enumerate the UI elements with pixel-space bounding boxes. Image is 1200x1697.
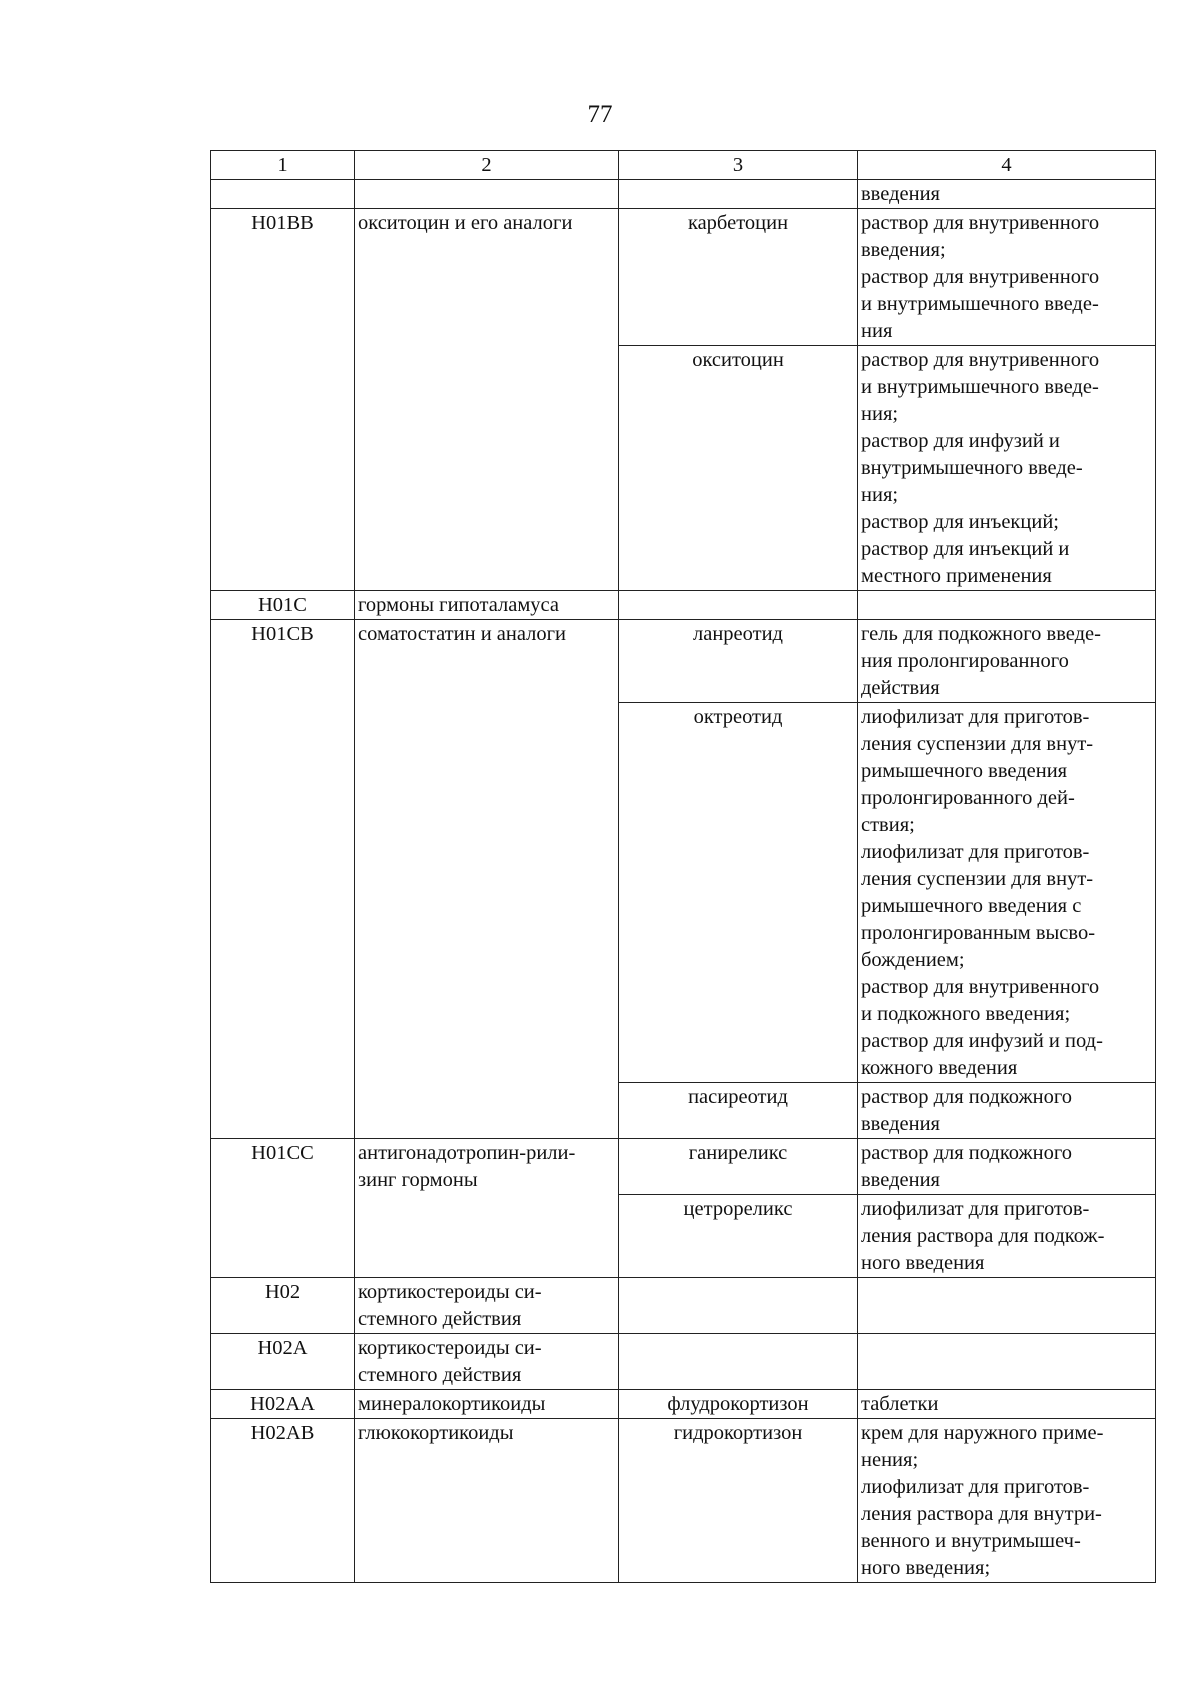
dosage-form-line: пролонгированным высво- <box>861 922 1096 944</box>
drug-name-cell <box>619 591 858 620</box>
column-header-2: 2 <box>355 151 619 180</box>
dosage-form-cell <box>858 620 1156 703</box>
dosage-form-line: раствор для внутривенного <box>861 212 1100 234</box>
group-name-cell <box>355 1334 619 1390</box>
dosage-form-line: и внутримышечного введе- <box>861 293 1099 315</box>
dosage-form-line: лиофилизат для приготов- <box>861 841 1090 863</box>
dosage-form-cell <box>858 1195 1156 1278</box>
dosage-form-line: пролонгированного дей- <box>861 787 1075 809</box>
dosage-form-line: раствор для подкожного <box>861 1086 1073 1108</box>
dosage-form-cell <box>858 1419 1156 1583</box>
dosage-form-line: введения <box>861 183 940 205</box>
column-header-1: 1 <box>211 151 355 180</box>
atc-code-cell <box>211 180 355 209</box>
dosage-form-line: бождением; <box>861 949 965 971</box>
dosage-form-line: раствор для подкожного <box>861 1142 1073 1164</box>
dosage-form-line: крем для наружного приме- <box>861 1422 1104 1444</box>
table-row <box>211 1278 1156 1334</box>
dosage-form-cell <box>858 1390 1156 1419</box>
dosage-form-line: ния <box>861 320 893 342</box>
dosage-form-line: раствор для инъекций; <box>861 511 1059 533</box>
dosage-form-line: введения <box>861 1113 940 1135</box>
group-name-cell <box>355 620 619 1139</box>
atc-code-cell: H02AB <box>211 1419 355 1583</box>
dosage-form-cell <box>858 180 1156 209</box>
dosage-form-line: ного введения; <box>861 1557 991 1579</box>
table-row <box>211 180 1156 209</box>
dosage-form-line: и внутримышечного введе- <box>861 376 1099 398</box>
page-number: 77 <box>587 101 613 128</box>
dosage-form-line: лиофилизат для приготов- <box>861 706 1090 728</box>
dosage-form-line: раствор для инфузий и под- <box>861 1030 1103 1052</box>
drug-name-cell: цетрореликс <box>619 1195 858 1278</box>
group-name-cell <box>355 1390 619 1419</box>
drug-classification-table <box>210 150 1156 1583</box>
dosage-form-line: нения; <box>861 1449 919 1471</box>
dosage-form-line: ного введения <box>861 1252 985 1274</box>
group-name-line: кортикостероиды си- <box>358 1337 542 1359</box>
dosage-form-line: местного применения <box>861 565 1052 587</box>
dosage-form-cell <box>858 1334 1156 1390</box>
dosage-form-line: ления раствора для подкож- <box>861 1225 1105 1247</box>
atc-code-cell: H01CB <box>211 620 355 1139</box>
table-row <box>211 209 1156 346</box>
group-name-cell <box>355 1139 619 1278</box>
group-name-cell <box>355 209 619 591</box>
group-name-line: антигонадотропин-рили- <box>358 1142 576 1164</box>
dosage-form-line: гель для подкожного введе- <box>861 623 1101 645</box>
dosage-form-cell <box>858 1139 1156 1195</box>
dosage-form-line: лиофилизат для приготов- <box>861 1198 1090 1220</box>
dosage-form-line: таблетки <box>861 1393 939 1415</box>
table-row <box>211 620 1156 703</box>
dosage-form-line: действия <box>861 677 940 699</box>
dosage-form-line: раствор для внутривенного <box>861 349 1100 371</box>
dosage-form-line: лиофилизат для приготов- <box>861 1476 1090 1498</box>
drug-name-cell: ланреотид <box>619 620 858 703</box>
dosage-form-line: римышечного введения <box>861 760 1068 782</box>
atc-code-cell: H02 <box>211 1278 355 1334</box>
group-name-cell <box>355 1419 619 1583</box>
dosage-form-line: введения; <box>861 239 946 261</box>
dosage-form-line: ления суспензии для внут- <box>861 868 1094 890</box>
drug-name-cell: гидрокортизон <box>619 1419 858 1583</box>
dosage-form-line: кожного введения <box>861 1057 1018 1079</box>
drug-name-cell <box>619 1278 858 1334</box>
atc-code-cell: H02A <box>211 1334 355 1390</box>
drug-name-cell: ганиреликс <box>619 1139 858 1195</box>
dosage-form-cell <box>858 1083 1156 1139</box>
dosage-form-line: введения <box>861 1169 940 1191</box>
group-name-line: минералокортикоиды <box>358 1393 546 1415</box>
group-name-line: стемного действия <box>358 1364 522 1386</box>
atc-code-cell: H01BB <box>211 209 355 591</box>
dosage-form-line: ния пролонгированного <box>861 650 1069 672</box>
group-name-cell <box>355 1278 619 1334</box>
group-name-line: зинг гормоны <box>358 1169 478 1191</box>
group-name-line: глюкокортикоиды <box>358 1422 514 1444</box>
table-row <box>211 1139 1156 1195</box>
dosage-form-cell <box>858 209 1156 346</box>
dosage-form-cell <box>858 703 1156 1083</box>
group-name-line: соматостатин и аналоги <box>358 623 567 645</box>
dosage-form-line: венного и внутримышеч- <box>861 1530 1081 1552</box>
dosage-form-line: ления суспензии для внут- <box>861 733 1094 755</box>
dosage-form-line: раствор для внутривенного <box>861 976 1100 998</box>
drug-name-cell <box>619 1334 858 1390</box>
table-header-row <box>211 151 1156 180</box>
drug-name-cell: октреотид <box>619 703 858 1083</box>
table-row <box>211 591 1156 620</box>
table-row <box>211 1419 1156 1583</box>
group-name-line: окситоцин и его аналоги <box>358 212 573 234</box>
drug-name-cell: карбетоцин <box>619 209 858 346</box>
drug-name-cell <box>619 180 858 209</box>
atc-code-cell: H02AA <box>211 1390 355 1419</box>
dosage-form-line: ния; <box>861 403 899 425</box>
atc-code-cell: H01C <box>211 591 355 620</box>
group-name-line: гормоны гипоталамуса <box>358 594 559 616</box>
table-row <box>211 1390 1156 1419</box>
dosage-form-line: ния; <box>861 484 899 506</box>
dosage-form-cell <box>858 346 1156 591</box>
drug-name-cell: флудрокортизон <box>619 1390 858 1419</box>
dosage-form-line: раствор для инъекций и <box>861 538 1070 560</box>
group-name-cell <box>355 180 619 209</box>
dosage-form-line: внутримышечного введе- <box>861 457 1083 479</box>
dosage-form-line: римышечного введения с <box>861 895 1082 917</box>
dosage-form-line: раствор для инфузий и <box>861 430 1060 452</box>
atc-code-cell: H01CC <box>211 1139 355 1278</box>
dosage-form-cell <box>858 1278 1156 1334</box>
dosage-form-line: ствия; <box>861 814 915 836</box>
drug-name-cell: окситоцин <box>619 346 858 591</box>
table-row <box>211 1334 1156 1390</box>
group-name-line: кортикостероиды си- <box>358 1281 542 1303</box>
dosage-form-line: ления раствора для внутри- <box>861 1503 1102 1525</box>
drug-name-cell: пасиреотид <box>619 1083 858 1139</box>
column-header-4: 4 <box>858 151 1156 180</box>
group-name-line: стемного действия <box>358 1308 522 1330</box>
column-header-3: 3 <box>619 151 858 180</box>
group-name-cell <box>355 591 619 620</box>
dosage-form-line: и подкожного введения; <box>861 1003 1071 1025</box>
dosage-form-line: раствор для внутривенного <box>861 266 1100 288</box>
dosage-form-cell <box>858 591 1156 620</box>
